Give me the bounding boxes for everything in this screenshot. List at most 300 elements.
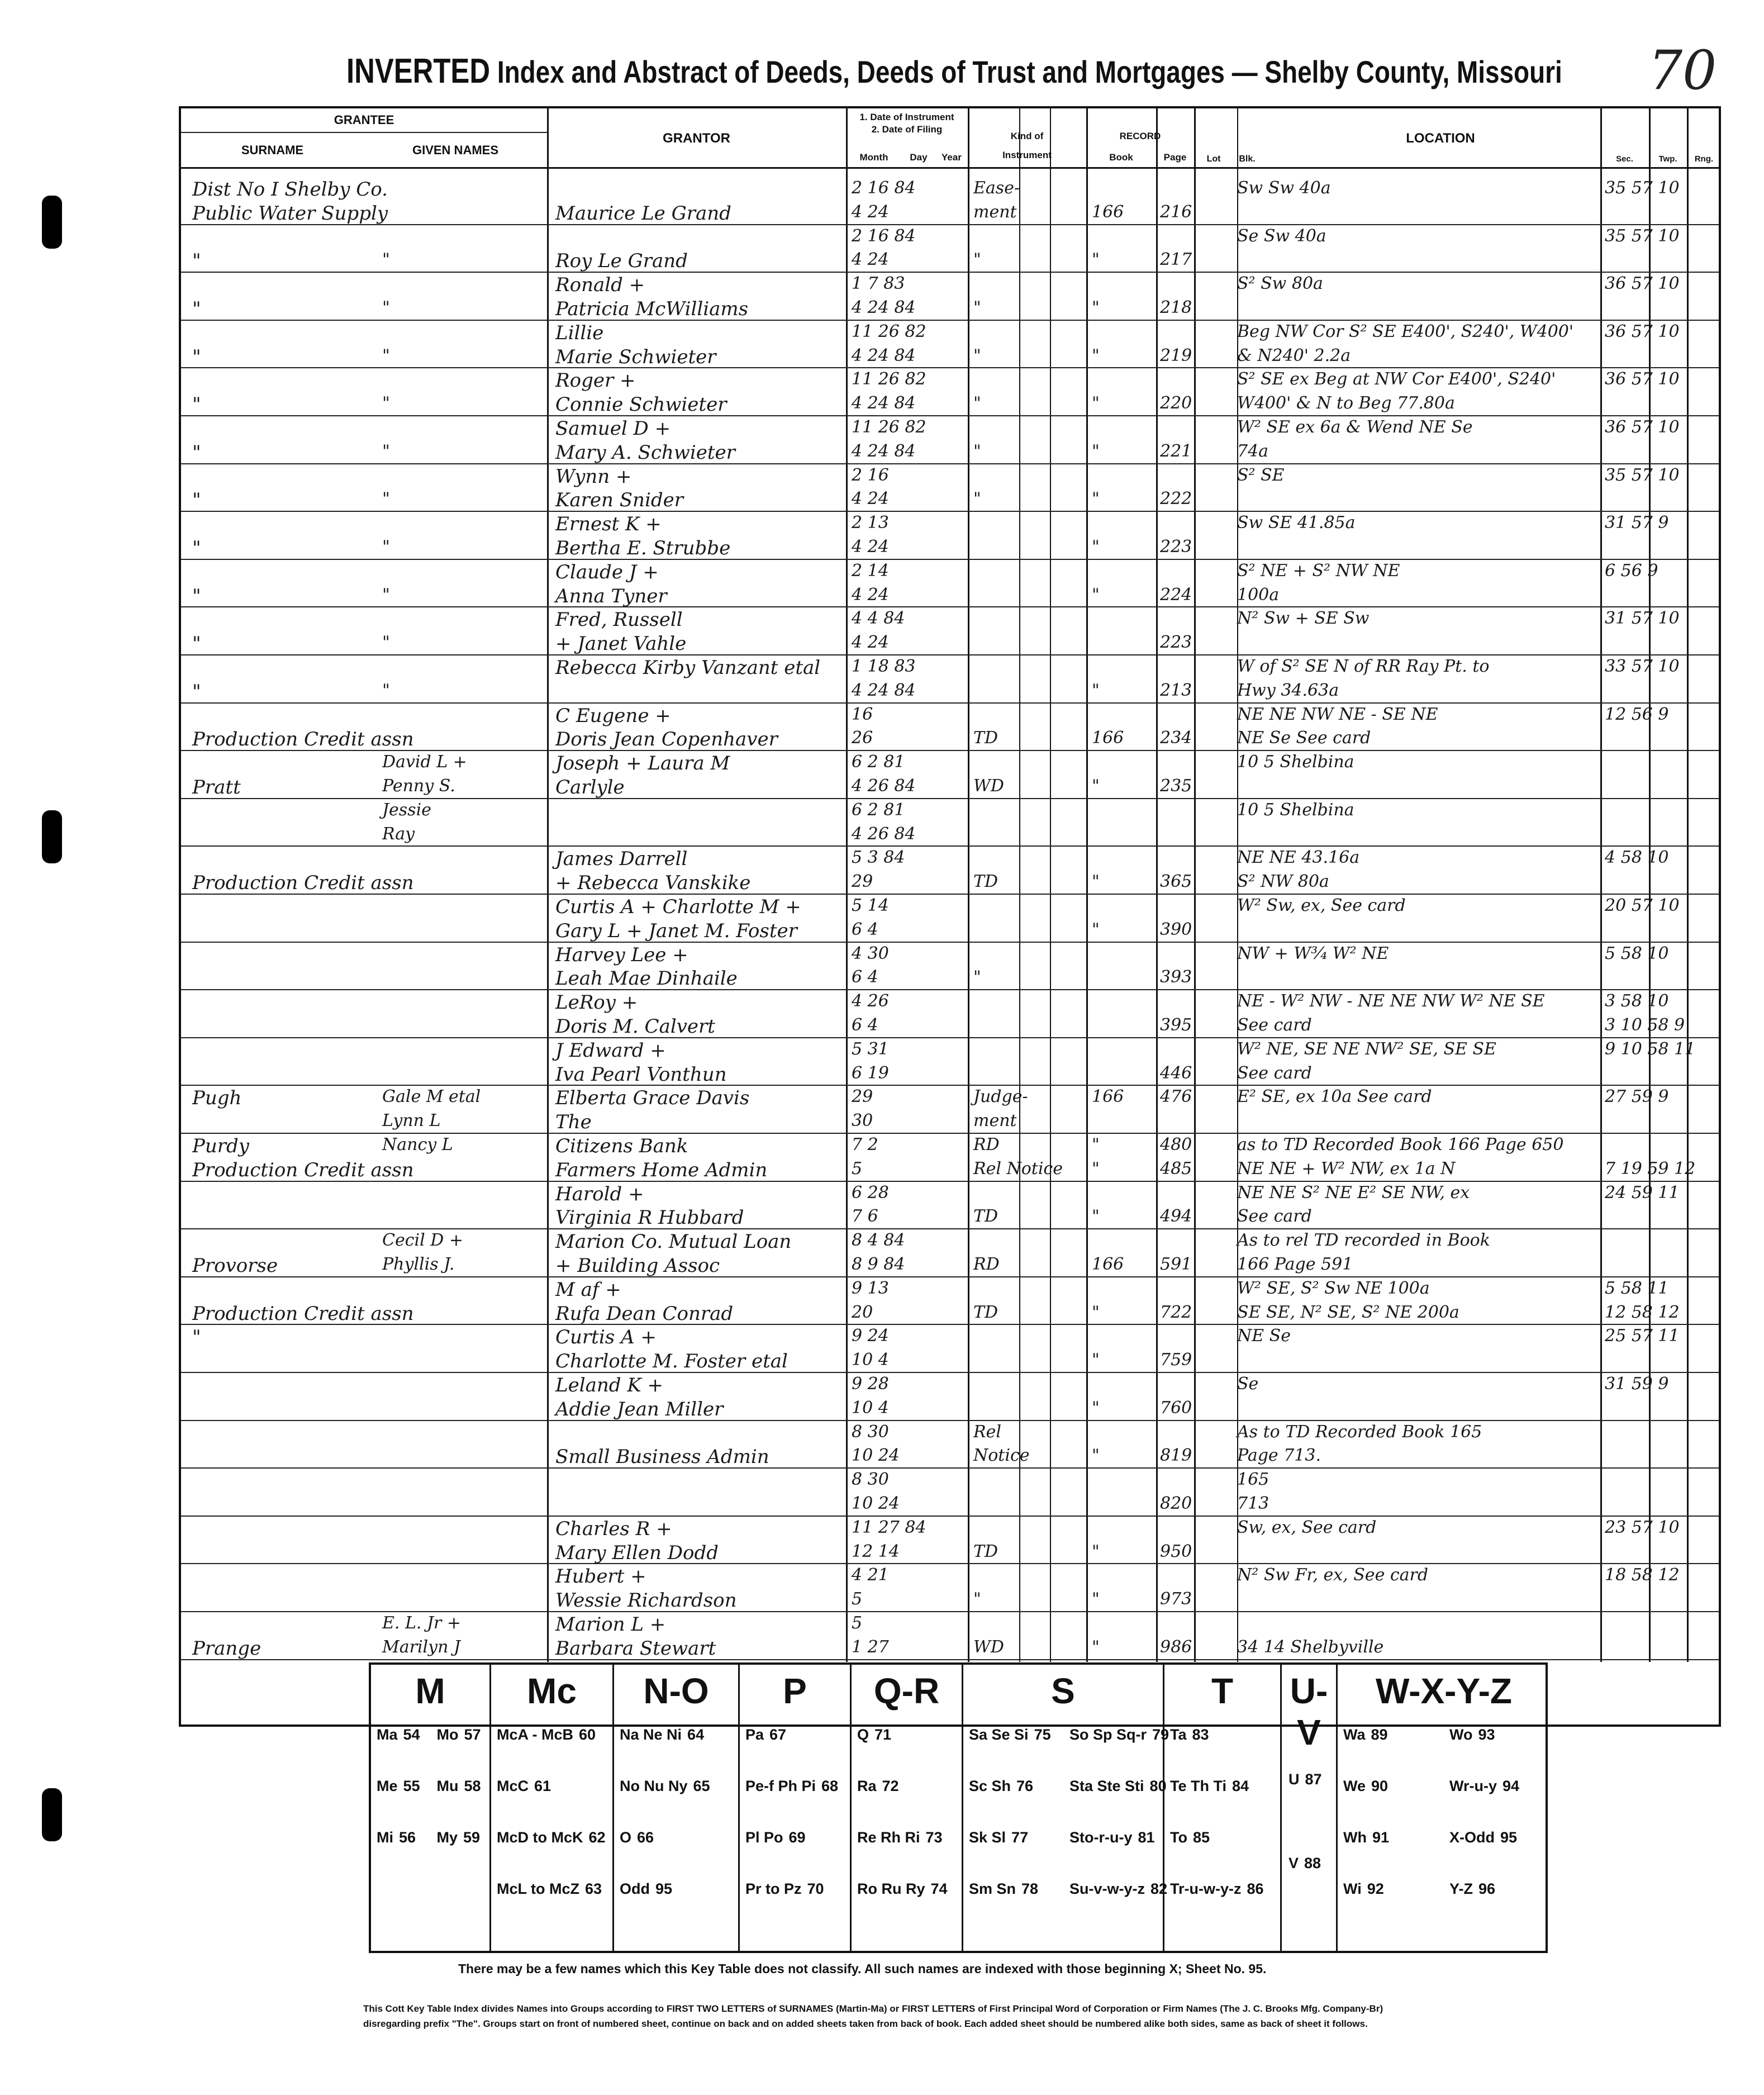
entry-grantor: Roy Le Grand (555, 250, 688, 273)
key-entry (745, 1778, 838, 1795)
entry-page: 221 (1160, 441, 1192, 461)
key-entry-letters: My (436, 1829, 458, 1846)
entry-given: Jessie (382, 800, 431, 820)
entry-page: 220 (1160, 393, 1192, 414)
entry-date: 2 16 84 (852, 178, 916, 198)
key-entry-letters: Wo (1449, 1726, 1473, 1743)
entry-kind: TD (973, 872, 999, 892)
entry-given: Nancy L (382, 1135, 453, 1155)
entry-surname: Production Credit assn (192, 1302, 414, 1325)
entry-str: 36 57 10 (1605, 274, 1680, 294)
entry-grantor: + Building Assoc (555, 1255, 720, 1277)
divider (1649, 108, 1651, 1662)
entry-date: 6 4 (852, 919, 878, 939)
entry-location: N² Sw Fr, ex, See card (1237, 1565, 1429, 1585)
entry-date: 4 26 (852, 991, 889, 1011)
entry-grantor: Samuel D + (555, 417, 671, 440)
entry-grantor: Elberta Grace Davis (555, 1087, 750, 1110)
entry-grantor: Gary L + Janet M. Foster (555, 919, 797, 942)
entry-kind: TD (973, 1302, 999, 1322)
entry-page: 986 (1160, 1637, 1192, 1657)
entry-page: 950 (1160, 1541, 1192, 1561)
entry-location: W400' & N to Beg 77.80a (1237, 393, 1455, 414)
key-entry-letters: No Nu Ny (620, 1778, 688, 1794)
entry-surname: " (192, 585, 201, 607)
entry-grantor: Marion Co. Mutual Loan (555, 1231, 792, 1253)
key-entry (1170, 1880, 1264, 1898)
key-entry-letters: O (620, 1829, 632, 1846)
entry-book: " (1092, 537, 1100, 557)
key-entry-sheet: 61 (534, 1778, 551, 1794)
entry-str: 5 58 11 (1605, 1278, 1669, 1298)
entry-grantor: Doris M. Calvert (555, 1015, 715, 1038)
key-entry-sheet: 80 (1149, 1778, 1167, 1794)
entry-location: As to TD Recorded Book 165 (1237, 1422, 1482, 1442)
entry-location: Beg NW Cor S² SE E400', S240', W400' (1237, 321, 1574, 341)
row-divider (181, 511, 1719, 512)
key-entry-sheet: 62 (588, 1829, 606, 1846)
entry-date: 7 6 (852, 1206, 878, 1227)
entry-page: 722 (1160, 1302, 1192, 1322)
key-entry-sheet: 58 (464, 1778, 481, 1794)
entry-date: 6 19 (852, 1063, 889, 1083)
entry-str: 36 57 10 (1605, 369, 1680, 389)
key-entry (497, 1829, 606, 1846)
entry-given: " (382, 680, 390, 700)
row-divider (181, 1085, 1719, 1086)
key-entry-letters: V (1288, 1855, 1299, 1871)
entry-given: Lynn L (382, 1111, 441, 1131)
entry-str: 31 57 9 (1605, 513, 1669, 533)
row-divider (181, 320, 1719, 321)
key-entry (377, 1778, 420, 1795)
key-entry-sheet: 69 (788, 1829, 806, 1846)
entry-date: 2 16 84 (852, 226, 916, 246)
entry-str: 23 57 10 (1605, 1517, 1680, 1537)
entry-date: 4 26 84 (852, 824, 916, 844)
entry-date: 6 4 (852, 967, 878, 987)
entry-location: W of S² SE N of RR Ray Pt. to (1237, 657, 1490, 676)
entry-given: " (382, 585, 390, 605)
entry-str: 6 56 9 (1605, 560, 1658, 581)
entry-date: 4 4 84 (852, 609, 905, 629)
key-entry-sheet: 82 (1150, 1880, 1168, 1897)
entry-book: " (1092, 1206, 1100, 1227)
key-entry-sheet: 94 (1503, 1778, 1520, 1794)
header-divider (181, 167, 1719, 169)
key-entry-sheet: 75 (1034, 1726, 1051, 1743)
row-divider (181, 702, 1719, 704)
key-entry-letters: Wa (1343, 1726, 1366, 1743)
entry-page: 365 (1160, 872, 1192, 892)
key-entry (1069, 1829, 1155, 1846)
row-divider (181, 1420, 1719, 1421)
key-entry-sheet: 95 (1500, 1829, 1518, 1846)
key-entry-sheet: 64 (687, 1726, 705, 1743)
key-entry-letters: Wr-u-y (1449, 1778, 1497, 1794)
entry-str: 35 57 10 (1605, 226, 1680, 246)
entry-surname: Purdy (192, 1135, 249, 1157)
key-group (740, 1665, 852, 1951)
entry-date: 9 28 (852, 1374, 889, 1394)
entry-date: 8 4 84 (852, 1231, 905, 1251)
key-entry (745, 1880, 824, 1898)
entry-grantor: Marion L + (555, 1613, 666, 1636)
entry-grantor: James Darrell (555, 848, 688, 871)
entry-date: 10 24 (852, 1446, 900, 1466)
key-entry (969, 1778, 1033, 1795)
entry-surname: " (192, 298, 201, 320)
key-group-head: P (783, 1671, 807, 1711)
entry-location: 10 5 Shelbina (1237, 752, 1354, 772)
entry-location: S² NW 80a (1237, 872, 1329, 892)
entry-date: 4 24 (852, 537, 889, 557)
key-entry-letters: To (1170, 1829, 1187, 1846)
entry-book: " (1092, 1589, 1100, 1609)
entry-location: Sw Sw 40a (1237, 178, 1331, 198)
key-group-head: T (1211, 1671, 1234, 1711)
row-divider (181, 367, 1719, 368)
key-group (371, 1665, 491, 1951)
entry-grantor: Citizens Bank (555, 1135, 688, 1157)
key-entry-sheet: 67 (769, 1726, 787, 1743)
key-entry (745, 1726, 786, 1744)
entry-date: 6 2 81 (852, 800, 905, 820)
key-entry-letters: Tr-u-w-y-z (1170, 1880, 1242, 1897)
entry-str: 36 57 10 (1605, 321, 1680, 341)
entry-given: Marilyn J (382, 1637, 460, 1657)
entry-kind: TD (973, 728, 999, 748)
entry-kind: RD (973, 1255, 1000, 1274)
entry-str: 35 57 10 (1605, 465, 1680, 485)
entry-book: " (1092, 1135, 1100, 1155)
entry-location: 34 14 Shelbyville (1237, 1637, 1384, 1657)
page-title (346, 51, 1562, 91)
entry-surname: Pratt (192, 776, 241, 799)
row-divider (181, 272, 1719, 273)
entry-date: 5 (852, 1589, 863, 1609)
key-note: There may be a few names which this Key Table does not classify. All such names are indexed with those beginning X; Sheet No. 95. (458, 1961, 1267, 1976)
entry-grantor: Small Business Admin (555, 1446, 769, 1469)
entry-str: 12 58 12 (1605, 1302, 1680, 1322)
twp-header: Twp. (1658, 154, 1677, 164)
key-entry (497, 1880, 602, 1898)
key-entry-sheet: 76 (1016, 1778, 1034, 1794)
entry-book: " (1092, 1446, 1100, 1466)
surname-header: SURNAME (241, 143, 304, 157)
entry-date: 6 28 (852, 1182, 889, 1203)
entry-surname: Production Credit assn (192, 728, 414, 751)
entry-surname: " (192, 441, 201, 464)
entry-surname: " (192, 393, 201, 416)
key-entry-letters: Wi (1343, 1880, 1362, 1897)
key-entry-sheet: 59 (463, 1829, 481, 1846)
entry-date: 2 13 (852, 513, 889, 533)
blk-header: Blk. (1239, 154, 1256, 164)
entry-location: S² SE ex Beg at NW Cor E400', S240' (1237, 369, 1556, 389)
entry-given: " (382, 250, 390, 270)
entry-date: 2 16 (852, 465, 889, 485)
entry-grantor: Marie Schwieter (555, 345, 716, 368)
key-entry (497, 1726, 596, 1744)
entry-str: 31 59 9 (1605, 1374, 1669, 1394)
key-entry-sheet: 93 (1478, 1726, 1495, 1743)
key-entry-sheet: 79 (1152, 1726, 1169, 1743)
entry-location: S² NE + S² NW NE (1237, 560, 1400, 581)
key-entry (437, 1726, 481, 1744)
entry-date: 4 26 84 (852, 776, 916, 796)
entry-grantor: Connie Schwieter (555, 393, 727, 416)
entry-page: 393 (1160, 967, 1192, 987)
entry-surname: " (192, 537, 201, 559)
key-entry-sheet: 85 (1192, 1829, 1210, 1846)
entry-date: 7 2 (852, 1135, 878, 1155)
key-entry-letters: Su-v-w-y-z (1069, 1880, 1145, 1897)
date-header-1: 1. Date of Instrument (859, 112, 954, 122)
entry-surname: " (192, 250, 201, 273)
entry-kind: Rel (973, 1422, 1001, 1442)
key-entry-sheet: 89 (1371, 1726, 1388, 1743)
key-entry (1170, 1778, 1249, 1795)
binder-hole-icon (42, 810, 62, 863)
entry-location: 165 (1237, 1470, 1269, 1490)
key-entry-sheet: 63 (585, 1880, 602, 1897)
entry-date: 1 18 83 (852, 657, 916, 676)
entry-str: 36 57 10 (1605, 417, 1680, 437)
entry-kind: " (973, 298, 981, 317)
entry-grantor: Karen Snider (555, 489, 683, 512)
entry-given: David L + (382, 752, 467, 772)
row-divider (181, 1228, 1719, 1229)
key-entry-letters: Sto-r-u-y (1069, 1829, 1133, 1846)
entry-grantor: Curtis A + (555, 1326, 657, 1349)
entry-page: 819 (1160, 1446, 1192, 1466)
month-header: Month (859, 152, 888, 163)
entry-kind: " (973, 489, 981, 509)
entry-grantor: Harold + (555, 1182, 644, 1205)
entry-grantor: Iva Pearl Vonthun (555, 1063, 727, 1086)
book-header: Book (1109, 152, 1133, 163)
entry-book: 166 (1092, 1087, 1124, 1107)
divider (846, 108, 848, 1662)
key-entry-sheet: 81 (1138, 1829, 1155, 1846)
entry-date: 29 (852, 1087, 873, 1107)
key-entry (857, 1829, 943, 1846)
entry-kind: Notice (973, 1446, 1030, 1466)
entry-grantor: J Edward + (555, 1039, 666, 1062)
entry-str: 18 58 12 (1605, 1565, 1680, 1585)
entry-location: 10 5 Shelbina (1237, 800, 1354, 820)
row-divider (181, 1659, 1719, 1660)
entry-page: 213 (1160, 680, 1192, 700)
entry-location: Sw SE 41.85a (1237, 513, 1356, 533)
entry-grantor: Curtis A + Charlotte M + (555, 896, 801, 918)
entry-date: 16 (852, 704, 873, 724)
entry-book: " (1092, 872, 1100, 892)
key-entry (1170, 1726, 1209, 1744)
entry-book: " (1092, 441, 1100, 461)
key-entry-letters: Te Th Ti (1170, 1778, 1226, 1794)
entry-str: 12 56 9 (1605, 704, 1669, 724)
entry-surname: Public Water Supply (192, 202, 388, 225)
entry-grantor: Rebecca Kirby Vanzant etal (555, 657, 821, 679)
key-entry-sheet: 95 (655, 1880, 673, 1897)
entry-date: 11 27 84 (852, 1517, 926, 1537)
key-entry-letters: Mu (436, 1778, 459, 1794)
key-entry-letters: Wh (1343, 1829, 1367, 1846)
entry-page: 217 (1160, 250, 1192, 270)
entry-location: NE NE NW NE - SE NE (1237, 704, 1438, 724)
key-entry-sheet: 60 (579, 1726, 596, 1743)
entry-location: S² SE (1237, 465, 1285, 485)
entry-surname: " (192, 345, 201, 368)
key-entry-sheet: 83 (1192, 1726, 1209, 1743)
entry-date: 4 24 84 (852, 441, 916, 461)
key-entry (857, 1726, 891, 1744)
key-entry-sheet: 86 (1247, 1880, 1264, 1897)
entry-grantor: Charlotte M. Foster etal (555, 1350, 788, 1373)
entry-kind: Rel Notice (973, 1158, 1063, 1179)
entry-grantor: + Janet Vahle (555, 633, 687, 655)
key-entry (1343, 1880, 1384, 1898)
entry-book: " (1092, 489, 1100, 509)
entry-location: Sw, ex, See card (1237, 1517, 1377, 1537)
key-entry (620, 1880, 672, 1898)
entry-page: 218 (1160, 298, 1192, 317)
entry-page: 390 (1160, 919, 1192, 939)
key-entry-letters: Ta (1170, 1726, 1187, 1743)
key-entry (1343, 1726, 1388, 1744)
key-entry-letters: Y-Z (1449, 1880, 1473, 1897)
entry-location: W² Sw, ex, See card (1237, 896, 1406, 915)
entry-str: 4 58 10 (1605, 848, 1669, 868)
entry-location: NE Se (1237, 1326, 1291, 1346)
entry-location: NW + W³⁄₄ W² NE (1237, 943, 1389, 963)
entry-kind: RD (973, 1135, 1000, 1155)
entry-kind: WD (973, 776, 1004, 796)
kind-header-1: Kind of (1010, 131, 1044, 141)
key-entry-letters: Mi (377, 1829, 393, 1846)
entry-kind: " (973, 250, 981, 270)
entry-grantor: Addie Jean Miller (555, 1398, 724, 1421)
binder-hole-icon (42, 1788, 62, 1841)
entry-kind: " (973, 345, 981, 365)
entry-kind: " (973, 967, 981, 987)
entry-page: 395 (1160, 1015, 1192, 1035)
entry-book: " (1092, 680, 1100, 700)
key-table (369, 1662, 1548, 1953)
key-entry-sheet: 92 (1367, 1880, 1384, 1897)
row-divider (181, 1037, 1719, 1038)
entry-page: 494 (1160, 1206, 1192, 1227)
divider (1156, 108, 1158, 1662)
title-rest: Index and Abstract of Deeds, Deeds of Trust and Mortgages — Shelby County, Missouri (497, 54, 1562, 89)
entry-grantor: Fred, Russell (555, 609, 683, 631)
key-group-head: W-X-Y-Z (1376, 1671, 1512, 1711)
key-entry (620, 1829, 654, 1846)
key-entry-sheet: 72 (882, 1778, 899, 1794)
entry-grantor: Joseph + Laura M (555, 752, 730, 775)
entry-page: 480 (1160, 1135, 1192, 1155)
key-group-head: S (1051, 1671, 1075, 1711)
entry-given: Penny S. (382, 776, 455, 796)
key-entry (969, 1880, 1038, 1898)
key-entry-letters: McC (497, 1778, 529, 1794)
grantee-header: GRANTEE (334, 113, 394, 127)
entry-grantor: Anna Tyner (555, 585, 667, 607)
key-entry (1343, 1829, 1389, 1846)
entry-page: 219 (1160, 345, 1192, 365)
key-entry-letters: Pe-f Ph Pi (745, 1778, 816, 1794)
key-entry-letters: Sa Se Si (969, 1726, 1029, 1743)
key-entry-letters: Re Rh Ri (857, 1829, 920, 1846)
entry-surname: " (192, 680, 201, 703)
entry-date: 26 (852, 728, 873, 748)
row-divider (181, 942, 1719, 943)
entry-date: 4 30 (852, 943, 889, 963)
entry-grantor: Lillie (555, 321, 604, 344)
key-entry (437, 1829, 481, 1846)
key-entry (377, 1726, 420, 1744)
row-divider (181, 1563, 1719, 1564)
entry-grantor: Hubert + (555, 1565, 646, 1588)
entry-book: " (1092, 298, 1100, 317)
entry-grantor: Ernest K + (555, 513, 662, 536)
key-group (1282, 1665, 1338, 1951)
entry-date: 30 (852, 1111, 873, 1131)
entry-book: " (1092, 585, 1100, 605)
key-group-head: N-O (643, 1671, 709, 1711)
entry-location: Hwy 34.63a (1237, 680, 1339, 700)
row-divider (181, 845, 1719, 847)
entry-str: 27 59 9 (1605, 1087, 1669, 1107)
entry-date: 4 24 (852, 250, 889, 270)
entry-str: 35 57 10 (1605, 178, 1680, 198)
entry-surname: Pugh (192, 1087, 242, 1110)
row-divider (181, 654, 1719, 655)
rng-header: Rng. (1694, 154, 1714, 164)
entry-date: 4 24 84 (852, 345, 916, 365)
entry-given: " (382, 441, 390, 461)
entry-location: See card (1237, 1015, 1312, 1035)
key-entry-letters: Mo (436, 1726, 459, 1743)
key-entry-sheet: 84 (1232, 1778, 1249, 1794)
entry-location: 100a (1237, 585, 1280, 605)
entry-surname: Provorse (192, 1255, 278, 1277)
entry-book: 166 (1092, 1255, 1124, 1274)
entry-given: " (382, 298, 390, 317)
entry-date: 10 4 (852, 1398, 889, 1418)
entry-page: 235 (1160, 776, 1192, 796)
entry-book: " (1092, 1637, 1100, 1657)
row-divider (181, 559, 1719, 560)
entry-location: W² SE, S² Sw NE 100a (1237, 1278, 1430, 1298)
divider (1687, 108, 1689, 1662)
entry-date: 5 14 (852, 896, 889, 915)
entry-page: 224 (1160, 585, 1192, 605)
day-header: Day (910, 152, 928, 163)
entry-page: 476 (1160, 1087, 1192, 1107)
key-entry-letters: Ma (377, 1726, 398, 1743)
key-entry (969, 1829, 1028, 1846)
entry-book: " (1092, 250, 1100, 270)
key-group (963, 1665, 1169, 1951)
entry-page: 485 (1160, 1158, 1192, 1179)
entry-str: 5 58 10 (1605, 943, 1669, 963)
date-header-2: 2. Date of Filing (871, 124, 943, 135)
entry-date: 4 24 (852, 489, 889, 509)
key-entry (1449, 1829, 1517, 1846)
